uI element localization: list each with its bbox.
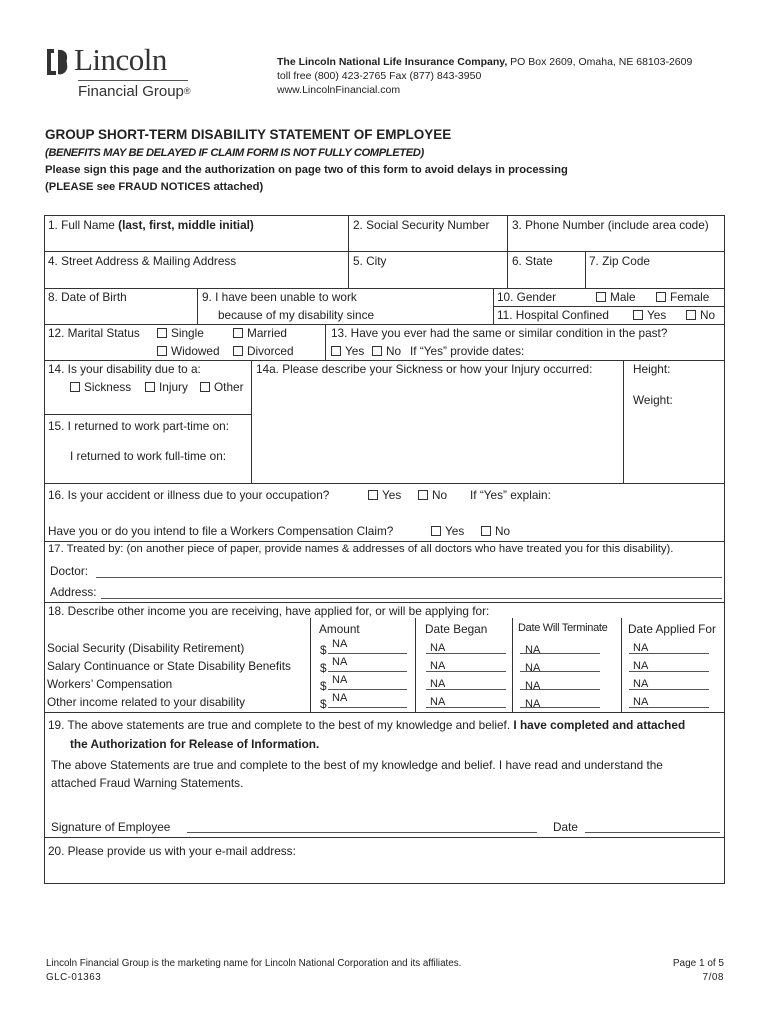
checkbox-married[interactable]: Married [233,326,287,340]
checkbox-icon [157,346,167,356]
income-value-na[interactable]: NA [633,678,649,690]
doctor-line[interactable] [96,577,722,578]
footer-form-number: GLC-01363 [46,972,102,983]
date-line[interactable] [585,832,720,833]
field-height[interactable]: Height: [633,362,671,376]
signature-label: Signature of Employee [51,820,171,834]
form-subtitle-sign: Please sign this page and the authorization on page two of this form to avoid delays in processing [45,164,568,176]
checkbox-icon [633,310,643,320]
date-label: Date [553,820,578,834]
income-value-na[interactable]: NA [430,660,446,672]
checkbox-icon [431,526,441,536]
logo-name: Lincoln [74,42,167,77]
field-street-address[interactable]: 4. Street Address & Mailing Address [48,254,237,268]
income-input-line[interactable] [629,689,709,690]
checkbox-icon [70,382,80,392]
statement-19-cont: the Authorization for Release of Information. [70,737,320,751]
checkbox-widowed[interactable]: Widowed [157,344,220,358]
company-phone: toll free (800) 423-2765 Fax (877) 843-3950 [277,70,482,82]
checkbox-single[interactable]: Single [157,326,204,340]
checkbox-icon [372,346,382,356]
dollar-sign: $ [320,661,327,675]
field-gender: 10. Gender [497,290,557,304]
income-input-line[interactable] [426,671,506,672]
income-value-na[interactable]: NA [332,692,348,704]
checkbox-male[interactable]: Male [596,290,636,304]
field-return-part-time[interactable]: 15. I returned to work part-time on: [48,419,229,433]
field-marital-status: 12. Marital Status [48,326,140,340]
checkbox-prior-no[interactable]: No [372,344,401,358]
field-address: Address: [50,585,97,599]
income-value-na[interactable]: NA [332,656,348,668]
checkbox-wc-yes[interactable]: Yes [431,524,464,538]
income-input-line[interactable] [629,653,709,654]
checkbox-injury[interactable]: Injury [145,380,188,394]
income-input-line[interactable] [328,707,407,708]
income-input-line[interactable] [520,671,600,672]
checkbox-icon [656,292,666,302]
form-title: GROUP SHORT-TERM DISABILITY STATEMENT OF EMPLOYEE [45,127,452,142]
form-subtitle-delay: (BENEFITS MAY BE DELAYED IF CLAIM FORM IS NOT FULLY COMPLETED) [45,147,424,159]
checkbox-hospital-yes[interactable]: Yes [633,308,666,322]
field-describe-injury[interactable]: 14a. Please describe your Sickness or how your Injury occurred: [256,362,593,376]
checkbox-icon [200,382,210,392]
field-other-income: 18. Describe other income you are receiving, have applied for, or will be applying for: [48,604,490,618]
income-input-line[interactable] [328,671,407,672]
logo [44,44,204,104]
field-hospital-confined: 11. Hospital Confined [497,308,609,322]
field-workers-comp: Have you or do you intend to file a Workers Compensation Claim? [48,524,394,538]
dollar-sign: $ [320,697,327,711]
field-zip[interactable]: 7. Zip Code [589,254,650,268]
income-row-label-salary: Salary Continuance or State Disability Benefits [47,659,291,673]
checkbox-other[interactable]: Other [200,380,244,394]
logo-rule [78,80,188,81]
income-value-na[interactable]: NA [332,674,348,686]
income-value-na[interactable]: NA [430,696,446,708]
company-name: The Lincoln National Life Insurance Company, [277,56,508,68]
field-dob[interactable]: 8. Date of Birth [48,290,127,304]
company-web[interactable]: www.LincolnFinancial.com [277,84,401,96]
checkbox-icon [157,328,167,338]
signature-line[interactable] [187,832,537,833]
field-prior-condition: 13. Have you ever had the same or similar condition in the past? [331,326,668,340]
field-unable-work-label: 9. I have been unable to work [202,290,357,304]
checkbox-icon [481,526,491,536]
col-date-applied: Date Applied For [628,622,716,636]
field-state[interactable]: 6. State [512,254,553,268]
address-line[interactable] [101,598,722,599]
income-input-line[interactable] [520,707,600,708]
income-value-na[interactable]: NA [633,660,649,672]
income-input-line[interactable] [328,653,407,654]
income-value-na[interactable]: NA [525,698,541,710]
col-date-terminate: Date Will Terminate [518,622,608,634]
income-value-na[interactable]: NA [430,678,446,690]
income-input-line[interactable] [426,689,506,690]
income-input-line[interactable] [629,707,709,708]
checkbox-occ-yes[interactable]: Yes [368,488,401,502]
income-value-na[interactable]: NA [525,644,541,656]
col-amount: Amount [319,622,360,636]
checkbox-icon [418,490,428,500]
field-city[interactable]: 5. City [353,254,387,268]
income-input-line[interactable] [426,707,506,708]
field-doctor: Doctor: [50,564,89,578]
statement-19: 19. The above statements are true and complete to the best of my knowledge and belief. I have completed and attached [48,718,686,732]
checkbox-occ-no[interactable]: No [418,488,447,502]
income-value-na[interactable]: NA [633,696,649,708]
income-value-na[interactable]: NA [525,662,541,674]
checkbox-prior-yes[interactable]: Yes [331,344,364,358]
field-ssn[interactable]: 2. Social Security Number [353,218,490,232]
field-weight[interactable]: Weight: [633,393,673,407]
field-full-name[interactable]: 1. Full Name (last, first, middle initial) [48,218,254,232]
statement-fraud-1: The above Statements are true and complete to the best of my knowledge and belief. I have read and understand the [51,758,663,772]
dollar-sign: $ [320,643,327,657]
lincoln-portrait-icon [44,47,70,77]
income-input-line[interactable] [629,671,709,672]
field-occ-explain[interactable]: If “Yes” explain: [470,488,551,502]
income-value-na[interactable]: NA [633,642,649,654]
field-phone[interactable]: 3. Phone Number (include area code) [512,218,709,232]
checkbox-female[interactable]: Female [656,290,709,304]
income-input-line[interactable] [520,689,600,690]
checkbox-wc-no[interactable]: No [481,524,510,538]
income-input-line[interactable] [328,689,407,690]
footer-revision: 7/08 [702,972,724,983]
checkbox-sickness[interactable]: Sickness [70,380,131,394]
footer-page: Page 1 of 5 [672,958,724,969]
form-subtitle-fraud: (PLEASE see FRAUD NOTICES attached) [45,181,264,193]
field-return-full-time[interactable]: I returned to work full-time on: [70,449,227,463]
footer-marketing: Lincoln Financial Group is the marketing name for Lincoln National Corporation and its affiliates. [46,958,462,969]
income-value-na[interactable]: NA [332,638,348,650]
statement-fraud-2: attached Fraud Warning Statements. [51,776,244,790]
income-value-na[interactable]: NA [525,680,541,692]
checkbox-icon [596,292,606,302]
income-row-label-wc: Workers’ Compensation [47,677,173,691]
field-occupation-related: 16. Is your accident or illness due to your occupation? [48,488,330,502]
income-value-na[interactable]: NA [430,642,446,654]
checkbox-icon [686,310,696,320]
income-row-label-other: Other income related to your disability [47,695,246,709]
checkbox-icon [368,490,378,500]
company-address: The Lincoln National Life Insurance Company, PO Box 2609, Omaha, NE 68103-2609 toll free (800) 423-2765 Fax (877) 843-3950 www.LincolnFinancial.com [277,56,693,96]
col-date-began: Date Began [425,622,488,636]
checkbox-icon [145,382,155,392]
checkbox-icon [233,328,243,338]
dollar-sign: $ [320,679,327,693]
field-email[interactable]: 20. Please provide us with your e-mail address: [48,844,296,858]
checkbox-icon [331,346,341,356]
income-input-line[interactable] [426,653,506,654]
checkbox-icon [233,346,243,356]
income-input-line[interactable] [520,653,600,654]
checkbox-hospital-no[interactable]: No [686,308,715,322]
checkbox-divorced[interactable]: Divorced [233,344,294,358]
income-row-label-ss: Social Security (Disability Retirement) [47,641,245,655]
field-treated-by: 17. Treated by: (on another piece of paper, provide names & addresses of all doctors who have treated you for this disability). [48,543,674,555]
field-disability-cause: 14. Is your disability due to a: [48,362,201,376]
field-prior-dates[interactable]: If “Yes” provide dates: [410,344,525,358]
field-unable-work-since[interactable]: because of my disability since [218,308,375,322]
logo-sub: Financial Group® [78,83,191,100]
